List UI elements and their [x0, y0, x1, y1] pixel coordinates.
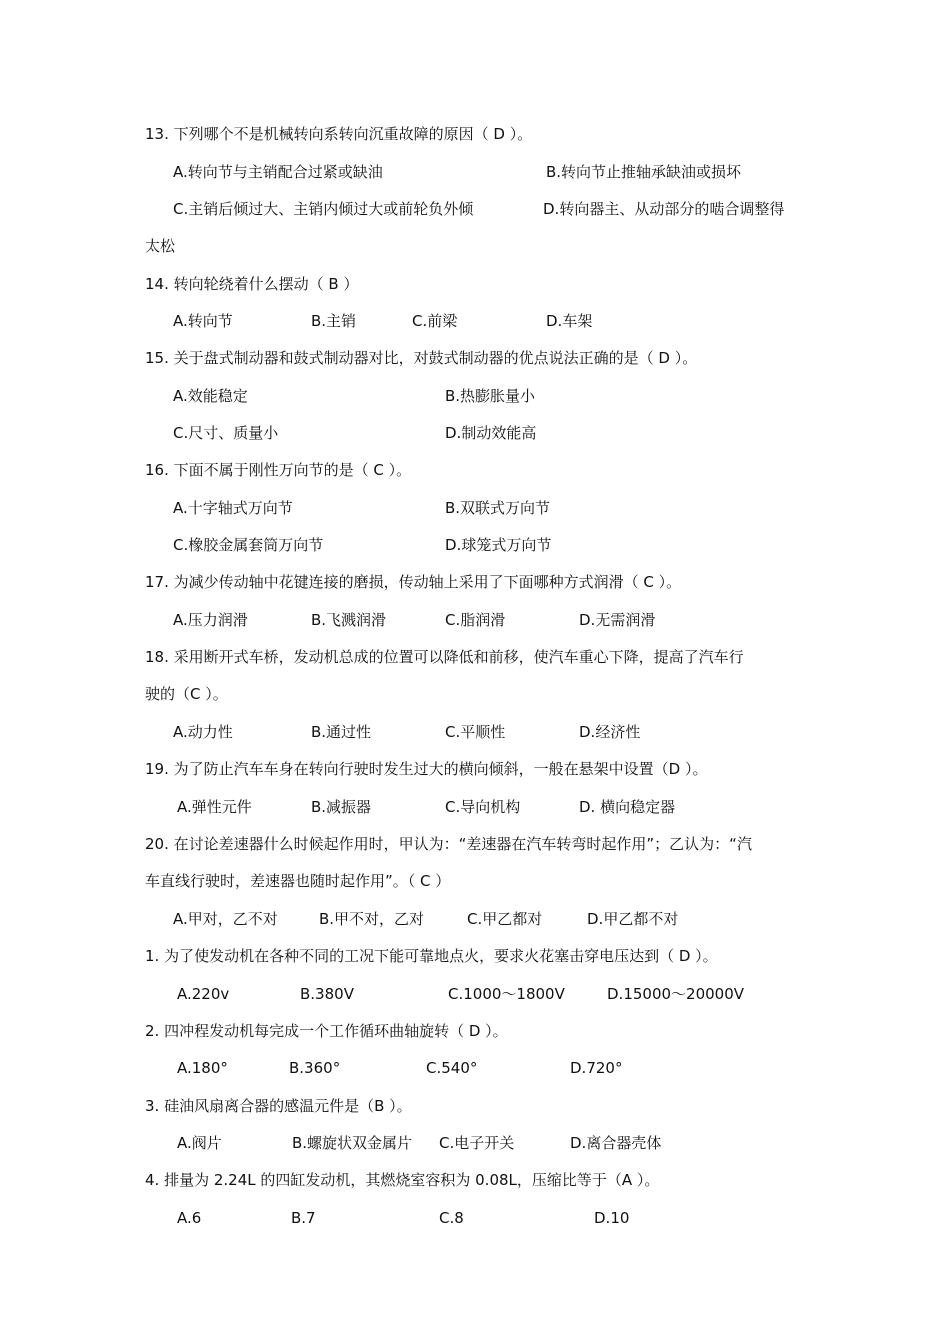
question-3-option-a: A.阀片	[177, 1134, 222, 1152]
question-18-stem: 18. 采用断开式车桥，发动机总成的位置可以降低和前移，使汽车重心下降，提高了汽车行	[145, 648, 744, 666]
question-20-option-c: C.甲乙都对	[467, 910, 543, 928]
question-16-option-c: C.橡胶金属套筒万向节	[173, 536, 324, 554]
question-4-option-a: A.6	[177, 1209, 202, 1227]
question-4-option-c: C.8	[439, 1209, 464, 1227]
question-1-option-d: D.15000～20000V	[607, 985, 745, 1003]
question-17-stem: 17. 为减少传动轴中花键连接的磨损，传动轴上采用了下面哪种方式润滑（ C ）。	[145, 573, 682, 591]
question-14-option-b: B.主销	[311, 312, 357, 330]
question-20-option-b: B.甲不对，乙对	[319, 910, 425, 928]
question-14-option-d: D.车架	[546, 312, 593, 330]
question-4-stem: 4. 排量为 2.24L 的四缸发动机，其燃烧室容积为 0.08L，压缩比等于（A ）。	[145, 1171, 660, 1189]
question-17-option-d: D.无需润滑	[579, 611, 656, 629]
question-19-option-a: A.弹性元件	[177, 798, 252, 816]
question-1-option-a: A.220v	[177, 985, 230, 1003]
question-4-option-d: D.10	[594, 1209, 630, 1227]
question-18-option-c: C.平顺性	[445, 723, 506, 741]
question-18-option-d: D.经济性	[579, 723, 641, 741]
question-16-option-a: A.十字轴式万向节	[173, 499, 293, 517]
question-2-option-d: D.720°	[570, 1059, 623, 1077]
question-13-option-b: B.转向节止推轴承缺油或损坏	[546, 163, 742, 181]
question-2-option-c: C.540°	[426, 1059, 478, 1077]
question-14-option-a: A.转向节	[173, 312, 233, 330]
question-16-option-d: D.球笼式万向节	[445, 536, 552, 554]
question-16-stem: 16. 下面不属于刚性万向节的是（ C ）。	[145, 461, 412, 479]
question-20-option-a: A.甲对，乙不对	[173, 910, 278, 928]
question-19-option-b: B.减振器	[311, 798, 372, 816]
question-13-option-d-continued: 太松	[145, 237, 176, 255]
question-18-stem-continued: 驶的（C ）。	[145, 685, 228, 703]
question-13-option-c: C.主销后倾过大、主销内倾过大或前轮负外倾	[173, 200, 474, 218]
question-20-stem: 20. 在讨论差速器什么时候起作用时，甲认为：“差速器在汽车转弯时起作用”；乙认为：“汽	[145, 835, 752, 853]
question-15-stem: 15. 关于盘式制动器和鼓式制动器对比，对鼓式制动器的优点说法正确的是（ D ）。	[145, 349, 698, 367]
question-20-option-d: D.甲乙都不对	[587, 910, 679, 928]
question-13-stem: 13. 下列哪个不是机械转向系转向沉重故障的原因（ D ）。	[145, 125, 533, 143]
question-19-option-d: D. 横向稳定器	[579, 798, 676, 816]
question-2-stem: 2. 四冲程发动机每完成一个工作循环曲轴旋转（ D ）。	[145, 1022, 508, 1040]
question-1-stem: 1. 为了使发动机在各种不同的工况下能可靠地点火，要求火花塞击穿电压达到（ D ）。	[145, 947, 718, 965]
question-1-option-c: C.1000～1800V	[448, 985, 565, 1003]
question-15-option-b: B.热膨胀量小	[445, 387, 536, 405]
question-15-option-a: A.效能稳定	[173, 387, 248, 405]
question-3-option-d: D.离合器壳体	[570, 1134, 662, 1152]
question-18-option-a: A.动力性	[173, 723, 233, 741]
question-3-stem: 3. 硅油风扇离合器的感温元件是（B ）。	[145, 1097, 412, 1115]
question-4-option-b: B.7	[291, 1209, 316, 1227]
question-3-option-b: B.螺旋状双金属片	[292, 1134, 413, 1152]
question-20-stem-continued: 车直线行驶时，差速器也随时起作用”。（ C ）	[145, 872, 451, 890]
question-18-option-b: B.通过性	[311, 723, 372, 741]
question-2-option-a: A.180°	[177, 1059, 228, 1077]
question-17-option-c: C.脂润滑	[445, 611, 506, 629]
question-14-option-c: C.前梁	[412, 312, 458, 330]
question-19-stem: 19. 为了防止汽车车身在转向行驶时发生过大的横向倾斜，一般在悬架中设置（D ）。	[145, 760, 708, 778]
question-14-stem: 14. 转向轮绕着什么摆动（ B ）	[145, 275, 359, 293]
question-16-option-b: B.双联式万向节	[445, 499, 551, 517]
question-17-option-a: A.压力润滑	[173, 611, 248, 629]
question-2-option-b: B.360°	[289, 1059, 341, 1077]
question-3-option-c: C.电子开关	[439, 1134, 515, 1152]
question-13-option-d: D.转向器主、从动部分的啮合调整得	[543, 200, 785, 218]
question-15-option-c: C.尺寸、质量小	[173, 424, 279, 442]
question-15-option-d: D.制动效能高	[445, 424, 537, 442]
question-17-option-b: B.飞溅润滑	[311, 611, 387, 629]
question-19-option-c: C.导向机构	[445, 798, 521, 816]
question-1-option-b: B.380V	[300, 985, 354, 1003]
question-13-option-a: A.转向节与主销配合过紧或缺油	[173, 163, 383, 181]
